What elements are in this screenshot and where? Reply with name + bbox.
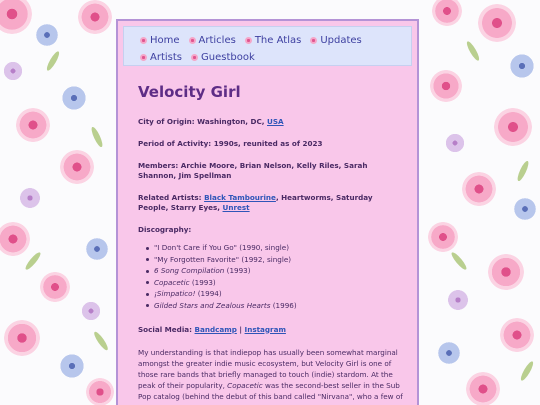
flower-decoration: [0, 222, 30, 256]
release-title: "I Don't Care if You Go": [154, 243, 237, 252]
discography-item: [146, 243, 417, 253]
social-media: [138, 325, 417, 335]
flower-decoration: [428, 222, 458, 252]
bandcamp-link[interactable]: Bandcamp: [194, 324, 237, 334]
nav-link-guestbook[interactable]: [191, 49, 255, 66]
nav-link-label: Artists: [150, 52, 182, 63]
field-value: 1990s, reunited as of 2023: [213, 139, 323, 148]
field-label: City of Origin:: [138, 117, 195, 126]
flower-decoration: [466, 372, 500, 405]
leaf-decoration: [465, 40, 481, 62]
discography-item: [146, 266, 417, 276]
members: [138, 161, 400, 181]
flower-bullet-icon: [310, 37, 317, 44]
flower-decoration: [430, 70, 462, 102]
flower-decoration: [446, 288, 470, 312]
nav-link-updates[interactable]: [310, 32, 361, 49]
separator: |: [239, 324, 243, 334]
page-title: Velocity Girl: [138, 83, 241, 101]
flower-decoration: [60, 84, 88, 112]
discography-item: [146, 255, 417, 265]
release-detail: (1992, single): [239, 254, 292, 264]
flower-decoration: [78, 0, 112, 34]
nav-link-label: The Atlas: [254, 35, 302, 46]
flower-bullet-icon: [191, 54, 198, 61]
city-of-origin: [138, 117, 400, 127]
release-title: ¡Simpatico!: [154, 289, 196, 298]
site-navigation: [123, 26, 412, 66]
flower-decoration: [444, 132, 466, 154]
release-detail: (1990, single): [236, 243, 290, 252]
release-title: Gilded Stars and Zealous Hearts: [154, 300, 271, 310]
field-label: Members:: [138, 161, 179, 170]
article-content: [118, 83, 417, 402]
country-link[interactable]: USA: [267, 117, 284, 126]
flower-decoration: [18, 186, 42, 210]
release-detail: (1993): [224, 266, 251, 275]
flower-decoration: [40, 272, 70, 302]
flower-decoration: [0, 0, 32, 34]
content-panel: [116, 19, 419, 405]
field-label: Related Artists:: [138, 193, 202, 202]
release-title: "My Forgotten Favorite": [154, 254, 240, 264]
leaf-decoration: [516, 160, 531, 182]
flower-bullet-icon: [140, 54, 147, 61]
field-label: Social Media:: [138, 324, 193, 334]
related-artists: [138, 193, 400, 213]
paragraph-text: My understanding is that indiepop has usually been somewhat marginal amongst the greater indie music ecosystem, but Velocity Girl is one of those rare bands that briefly managed to touch (indie) stardom. At the peak of their popularity,: [138, 347, 398, 390]
flower-bullet-icon: [189, 37, 196, 44]
flower-decoration: [462, 172, 496, 206]
flower-decoration: [58, 352, 86, 380]
flower-decoration: [80, 300, 102, 322]
discography-item: [146, 278, 417, 288]
flower-decoration: [508, 52, 536, 80]
nav-link-label: Home: [150, 35, 180, 46]
album-title: Copacetic: [227, 380, 263, 390]
flower-decoration: [500, 318, 534, 352]
flower-decoration: [2, 60, 24, 82]
leaf-decoration: [90, 126, 105, 148]
flower-decoration: [432, 0, 462, 26]
leaf-decoration: [45, 50, 61, 72]
paragraph-text: was the second-best seller in the Sub Pop catalog (behind the debut of this band called "Nirvana", who a few of: [138, 380, 403, 401]
field-value: Washington, DC,: [197, 117, 265, 126]
period-of-activity: [138, 139, 400, 149]
leaf-decoration: [519, 360, 535, 382]
release-detail: (1993): [189, 277, 216, 287]
article-paragraph: [138, 347, 406, 402]
nav-link-home[interactable]: [140, 32, 180, 49]
nav-link-label: Guestbook: [201, 52, 255, 63]
flower-bullet-icon: [140, 37, 147, 44]
flower-bullet-icon: [245, 37, 252, 44]
leaf-decoration: [92, 330, 110, 351]
related-link-black-tambourine[interactable]: Black Tambourine: [204, 193, 276, 202]
flower-decoration: [488, 254, 524, 290]
nav-link-articles[interactable]: [189, 32, 236, 49]
nav-link-label: Updates: [320, 35, 362, 46]
discography-item: [146, 289, 417, 299]
flower-decoration: [16, 108, 50, 142]
release-detail: (1996): [270, 300, 297, 310]
related-link-unrest[interactable]: Unrest: [222, 203, 250, 212]
release-title: Copacetic: [154, 277, 190, 287]
nav-link-artists[interactable]: [140, 49, 182, 66]
field-label: Period of Activity:: [138, 139, 212, 148]
flower-decoration: [4, 320, 40, 356]
flower-decoration: [34, 22, 60, 48]
release-detail: (1994): [195, 289, 222, 298]
field-value: Archie Moore, Brian Nelson, Kelly Riles, Sarah Shannon, Jim Spellman: [138, 161, 368, 180]
field-value: , Heartworms, Saturday People, Starry Eyes,: [138, 193, 373, 212]
nav-link-label: Articles: [198, 35, 236, 46]
discography-heading: Discography:: [138, 225, 192, 234]
flower-decoration: [84, 236, 110, 262]
nav-link-the-atlas[interactable]: [245, 32, 301, 49]
instagram-link[interactable]: Instagram: [244, 324, 286, 334]
flower-decoration: [86, 378, 114, 405]
discography-list: [146, 243, 417, 311]
flower-decoration: [478, 4, 516, 42]
flower-decoration: [436, 340, 462, 366]
discography-item: [146, 301, 417, 311]
flower-decoration: [60, 150, 94, 184]
flower-decoration: [494, 108, 532, 146]
release-title: 6 Song Compilation: [154, 266, 225, 275]
leaf-decoration: [450, 251, 469, 272]
leaf-decoration: [24, 251, 43, 272]
flower-decoration: [512, 196, 538, 222]
